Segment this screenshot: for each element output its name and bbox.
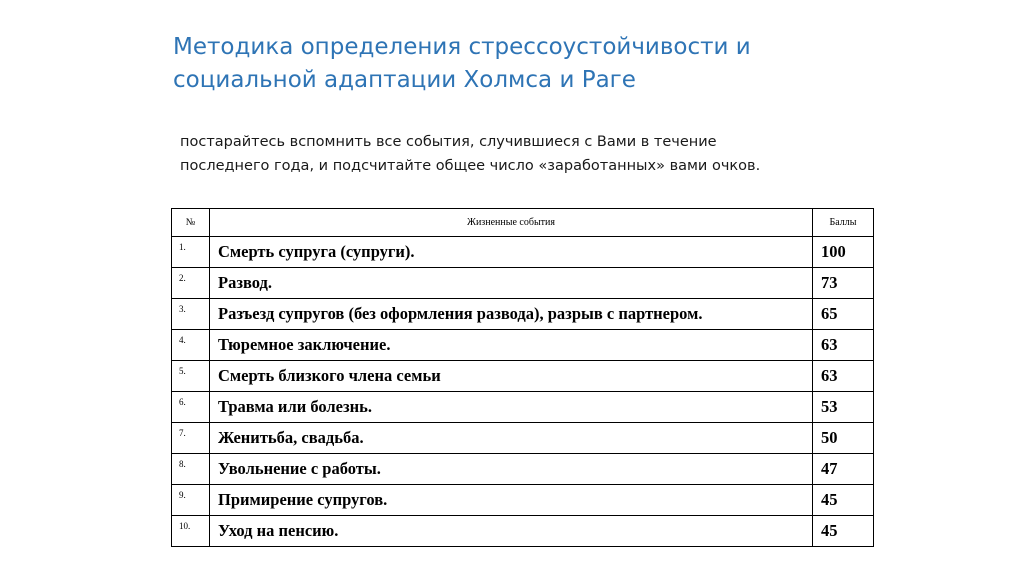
row-number: 9.	[172, 485, 210, 516]
row-event: Женитьба, свадьба.	[210, 423, 813, 454]
table-header-row	[172, 209, 874, 237]
row-points: 100	[813, 237, 874, 268]
intro-text	[180, 130, 900, 178]
table-row	[172, 268, 874, 299]
row-points: 73	[813, 268, 874, 299]
row-points: 45	[813, 516, 874, 547]
header-event: Жизненные события	[210, 209, 813, 237]
row-points: 65	[813, 299, 874, 330]
row-number: 3.	[172, 299, 210, 330]
row-event: Тюремное заключение.	[210, 330, 813, 361]
row-number: 10.	[172, 516, 210, 547]
life-events-table	[171, 208, 874, 547]
row-event: Смерть близкого члена семьи	[210, 361, 813, 392]
header-number: №	[172, 209, 210, 237]
row-event: Травма или болезнь.	[210, 392, 813, 423]
row-number: 2.	[172, 268, 210, 299]
row-points: 63	[813, 361, 874, 392]
slide-title	[173, 31, 933, 97]
table-row	[172, 299, 874, 330]
row-points: 53	[813, 392, 874, 423]
row-number: 7.	[172, 423, 210, 454]
row-number: 8.	[172, 454, 210, 485]
row-event: Увольнение с работы.	[210, 454, 813, 485]
row-number: 4.	[172, 330, 210, 361]
table-row	[172, 361, 874, 392]
table-row	[172, 392, 874, 423]
row-event: Развод.	[210, 268, 813, 299]
row-points: 45	[813, 485, 874, 516]
row-number: 5.	[172, 361, 210, 392]
row-points: 50	[813, 423, 874, 454]
row-event: Смерть супруга (супруги).	[210, 237, 813, 268]
table-row	[172, 454, 874, 485]
table-row	[172, 423, 874, 454]
table-row	[172, 330, 874, 361]
header-points: Баллы	[813, 209, 874, 237]
slide-title-line-1: Методика определения стрессоустойчивости и	[173, 34, 751, 60]
intro-line-2: последнего года, и подсчитайте общее число «заработанных» вами очков.	[180, 158, 761, 174]
row-number: 6.	[172, 392, 210, 423]
intro-line-1: постарайтесь вспомнить все события, случившиеся с Вами в течение	[180, 134, 717, 150]
table-row	[172, 516, 874, 547]
table-row	[172, 237, 874, 268]
row-points: 63	[813, 330, 874, 361]
row-event: Уход на пенсию.	[210, 516, 813, 547]
row-points: 47	[813, 454, 874, 485]
row-event: Разъезд супругов (без оформления развода), разрыв с партнером.	[210, 299, 813, 330]
row-number: 1.	[172, 237, 210, 268]
slide-title-line-2: социальной адаптации Холмса и Раге	[173, 67, 636, 93]
row-event: Примирение супругов.	[210, 485, 813, 516]
table-row	[172, 485, 874, 516]
